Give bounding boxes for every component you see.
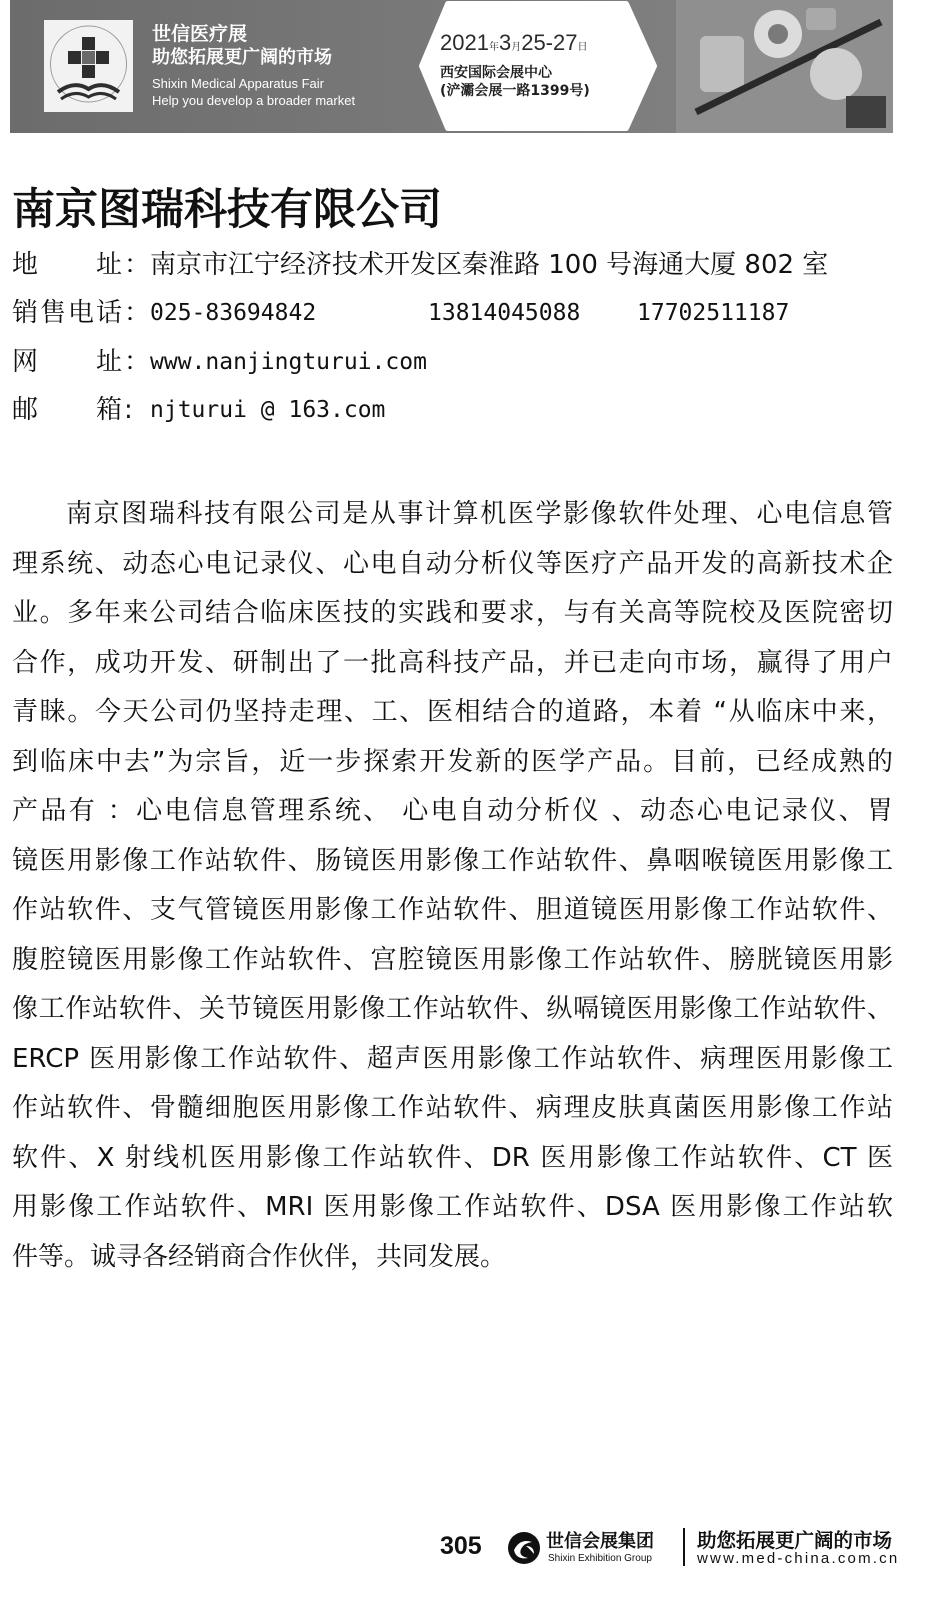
date-day-unit: 日 [577,42,588,53]
cross-bottom-square [82,65,95,78]
fair-date [440,30,587,56]
medical-device-photos [676,0,893,133]
company-description [12,490,893,1282]
address-label: 地 址： [12,250,153,280]
description-line: 南京图瑞科技有限公司是从事计算机医学影像软件处理、心电信息管 [66,499,893,529]
book-upper-curve [58,85,119,92]
description-line: 软件、X 射线机医用影像工作站软件、DR 医用影像工作站软件、CT 医 [12,1142,893,1173]
address-row [12,241,893,289]
group-name-en: Shixin Exhibition Group [548,1553,652,1564]
description-line: 镜医用影像工作站软件、肠镜医用影像工作站软件、鼻咽喉镜医用影像工 [12,845,893,876]
book-lower-curve [61,93,116,99]
cross-center-square [82,51,95,64]
sales-phone-2: 13814045088 [428,300,581,327]
description-line: 用影像工作站软件、MRI 医用影像工作站软件、DSA 医用影像工作站软 [12,1192,893,1222]
fair-slogan-en: Help you develop a broader market [152,93,356,108]
device-dial [810,48,862,100]
description-line: 到临床中去”为宗旨，近一步探索开发新的医学产品。目前，已经成熟的 [12,746,893,777]
fair-slogan-cn: 助您拓展更广阔的市场 [152,47,332,68]
date-month-unit: 月 [511,42,522,53]
fair-name-cn: 世信医疗展 [152,23,248,45]
address-value: 南京市江宁经济技术开发区秦淮路 100 号海通大厦 802 室 [150,250,829,280]
device-base [846,96,886,128]
date-year-unit: 年 [488,42,499,53]
fair-name-en: Shixin Medical Apparatus Fair [152,76,324,91]
description-line: 像工作站软件、关节镜医用影像工作站软件、纵嗝镜医用影像工作站软件、 [12,994,893,1024]
contact-info [12,241,893,434]
sales-phone-3: 17702511187 [637,300,790,327]
email-value: njturui @ 163.com [150,396,386,423]
description-line: 青睐。今天公司仍坚持走理、工、医相结合的道路，本着 “从临床中来， [12,697,893,727]
fair-logo [44,20,133,112]
email-row [12,386,893,434]
description-line: 业。多年来公司结合临床医技的实践和要求，与有关高等院校及医院密切 [12,598,893,628]
fair-venue-address: (浐灞会展一路1399号) [440,83,590,99]
sales-phone-1: 025-83694842 [150,300,317,327]
footer-website: www.med-china.com.cn [697,1550,900,1567]
description-line: 作站软件、骨髓细胞医用影像工作站软件、病理皮肤真菌医用影像工作站 [12,1093,893,1123]
medical-cross-book-logo-icon [44,20,133,112]
group-name-cn: 世信会展集团 [546,1531,654,1552]
device-housing [700,36,744,92]
description-line: ERCP 医用影像工作站软件、超声医用影像工作站软件、病理医用影像工 [12,1043,893,1074]
footer-divider [683,1528,685,1566]
website-row [12,338,893,386]
description-line: 件等。诚寻各经销商合作伙伴，共同发展。 [12,1241,507,1272]
footer-slogan: 助您拓展更广阔的市场 [697,1529,893,1552]
cross-left-square [68,51,81,64]
description-line: 腹腔镜医用影像工作站软件、宫腔镜医用影像工作站软件、膀胱镜医用影 [12,944,893,975]
description-line: 合作，成功开发、研制出了一批高科技产品，并已走向市场，赢得了用户 [12,647,893,678]
sales-phone-row [12,289,893,337]
date-year: 2021 [440,30,489,55]
cross-top-square [82,37,95,50]
date-month: 3 [498,30,512,55]
page-number: 305 [440,1532,482,1560]
date-days: 25-27 [521,30,578,55]
description-line: 理系统、动态心电记录仪、心电自动分析仪等医疗产品开发的高新技术企 [12,548,893,579]
website-label: 网 址： [12,346,153,377]
fair-venue: 西安国际会展中心 [440,65,552,81]
sales-phone-label: 销售电话： [12,298,153,329]
description-line: 作站软件、支气管镜医用影像工作站软件、胆道镜医用影像工作站软件、 [12,895,893,925]
description-line: 产品有 ：心电信息管理系统、 心电自动分析仪 、动态心电记录仪、胃 [12,796,893,826]
email-label: 邮 箱: [12,394,135,425]
website-value: www.nanjingturui.com [150,348,427,375]
swirl-logo-icon [506,1530,542,1566]
fair-banner [10,0,893,133]
cross-right-square [96,51,109,64]
company-name: 南京图瑞科技有限公司 [12,185,442,235]
device-handle [806,8,836,30]
device-lens-core [768,24,788,44]
